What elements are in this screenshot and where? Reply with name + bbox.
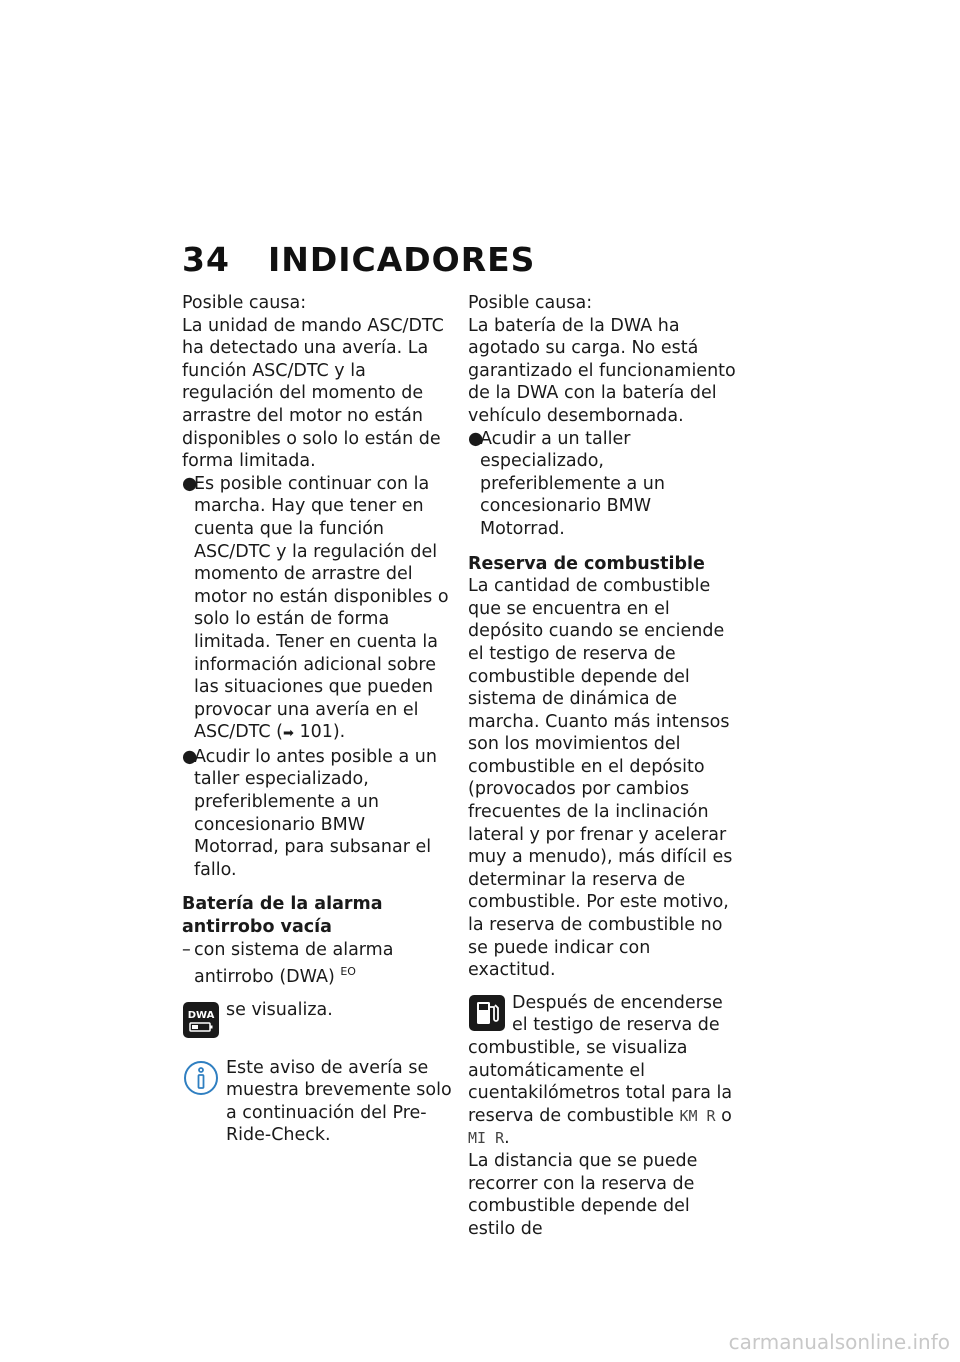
page-header	[182, 240, 535, 279]
cause-text: La unidad de mando ASC/DTC ha detectado una avería. La función ASC/DTC y la regulación del momento de arrastre del motor no están disponibles o solo lo están de forma limitada.	[182, 315, 444, 472]
equipment-text: con sistema de alarma antirrobo (DWA)	[194, 939, 394, 988]
page-title: INDICADORES	[267, 240, 536, 279]
odometer-code-mi: MI R	[468, 1129, 505, 1148]
page-number: 34	[182, 240, 230, 279]
list-item	[468, 428, 740, 541]
info-icon	[182, 1059, 220, 1097]
page-reference[interactable]: (➡ 101).	[276, 722, 346, 743]
arrow-right-icon: ➡	[282, 726, 294, 742]
fuel-pump-icon	[468, 994, 506, 1032]
odometer-code-km: KM R	[679, 1106, 716, 1125]
bullet-text: Es posible continuar con la marcha. Hay que tener en cuenta que la función ASC/DTC y la regulación del momento de arrastre del motor no están disponibles o solo lo están de forma limitada. Tener en cuenta la información adicional sobre las situaciones que pueden provocar una avería en el ASC/DTC	[194, 473, 449, 743]
left-column	[182, 292, 454, 1147]
section-heading-battery: Batería de la alarma antirrobo vacía	[182, 894, 383, 938]
dwa-indicator-row	[182, 999, 454, 1047]
dash-mark: –	[182, 939, 191, 960]
info-note-row	[182, 1057, 454, 1147]
equipment-note	[182, 939, 454, 989]
fuel-indicator-text: Después de encenderse el testigo de reserva de combustible, se visualiza automáticamente el cuentakilómetros total para la reserva de combustible KM R o MI R.	[468, 992, 733, 1149]
watermark: carmanualsonline.info	[728, 1330, 950, 1354]
bullet-icon: ●	[468, 428, 484, 449]
list-item	[182, 473, 454, 746]
section-heading-fuel: Reserva de combustible	[468, 553, 705, 574]
cause-label: Posible causa:	[182, 293, 307, 313]
bullet-text: Acudir a un taller especializado, preferiblemente a un concesionario BMW Motorrad.	[480, 428, 665, 539]
range-text: La distancia que se puede recorrer con la reserva de combustible depende del estilo de	[468, 1150, 698, 1239]
right-column	[468, 292, 740, 1240]
list-item	[182, 746, 454, 882]
bullet-icon: ●	[182, 746, 198, 767]
fuel-indicator-row	[468, 992, 740, 1150]
fuel-reserve-text: La cantidad de combustible que se encuentra en el depósito cuando se enciende el testigo de reserva de combustible depende del sistema de dinámica de marcha. Cuanto más intensos son los movimientos del combustible en el depósito (provocados por cambios frecuentes de la inclinación lateral y por frenar y acelerar muy a menudo), más difícil es determinar la reserva de combustible. Por este motivo, la reserva de combustible no se puede indicar con exactitud.	[468, 576, 733, 981]
cause-label: Posible causa:	[468, 293, 593, 313]
equipment-code: EO	[340, 965, 356, 979]
bullet-text: Acudir lo antes posible a un taller especializado, preferiblemente a un concesionario BMW Motorrad, para subsanar el fallo.	[194, 746, 437, 880]
dwa-battery-icon	[182, 1001, 220, 1039]
dwa-indicator-text: se visualiza.	[226, 999, 333, 1020]
cause-text: La batería de la DWA ha agotado su carga. No está garantizado el funcionamiento de la DWA con la batería del vehículo desembornada.	[468, 315, 736, 426]
info-note-text: Este aviso de avería se muestra brevemente solo a continuación del Pre-Ride-Check.	[226, 1057, 452, 1146]
svg-text:DWA: DWA	[187, 1009, 215, 1021]
bullet-icon: ●	[182, 473, 198, 494]
